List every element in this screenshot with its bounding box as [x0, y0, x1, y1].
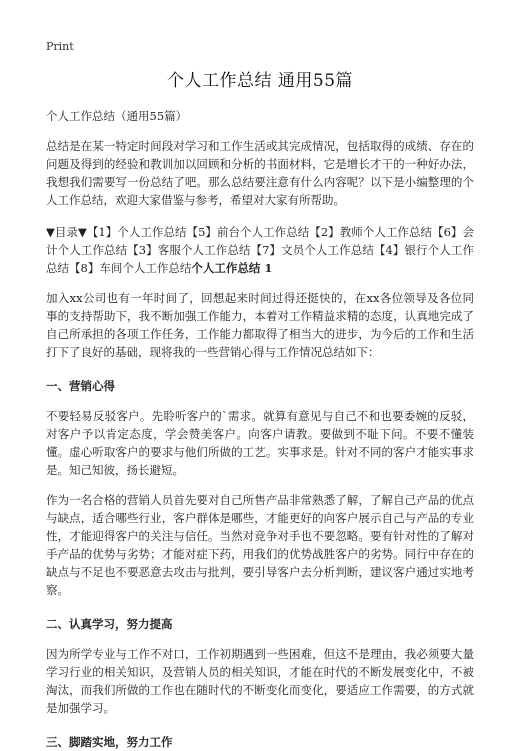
toc-link[interactable]: 【4】银行个人工作总结: [46, 243, 474, 275]
toc-link[interactable]: 【3】客服个人工作总结: [127, 243, 251, 257]
section-paragraph: 不要轻易反驳客户。先聆听客户的`需求。就算有意见与自己不和也要委婉的反驳，对客户予以肯定态度，学会赞美客户。向客户请教。要做到不耻下问。不要不懂装懂。虚心听取客户的要求与他们所做的工艺。实事求是。针对不同的客户才能实事求是。知己知彼，扬长避短。: [46, 409, 474, 477]
section-heading: 一、营销心得: [46, 379, 115, 393]
toc-prefix: ▼目录▼: [46, 225, 87, 239]
opening-paragraph: 加入xx公司也有一年时间了，回想起来时间过得还挺快的，在xx各位领导及各位同事的支持帮助下，我不断加强工作能力，本着对工作精益求精的态度，认真地完成了自己所承担的各项工作任务，工作能力都取得了相当大的进步，为今后的工作和生活打下了良好的基础，现将我的一些营销心得与工作情况总结如下：: [46, 291, 474, 359]
print-link[interactable]: Print: [46, 40, 74, 53]
toc-link[interactable]: 【5】前台个人工作总结: [186, 225, 310, 239]
toc-link[interactable]: 【7】文员个人工作总结: [250, 243, 374, 257]
document-title: 个人工作总结 通用55篇: [166, 71, 354, 91]
section-heading: 三、脚踏实地，努力工作: [46, 735, 173, 749]
intro-paragraph: 总结是在某一特定时间段对学习和工作生活或其完成情况，包括取得的成绩、存在的问题及得到的经验和教训加以回顾和分析的书面材料，它是增长才干的一种好办法，我想我们需要写一份总结了吧。那么总结要注意有什么内容呢？以下是小编整理的个人工作总结，欢迎大家借鉴与参考，希望对大家有所帮助。: [46, 139, 474, 207]
section-heading: 二、认真学习，努力提高: [46, 617, 173, 631]
toc-link[interactable]: 【8】车间个人工作总结: [69, 261, 192, 275]
toc-link[interactable]: 【1】个人工作总结: [86, 225, 187, 239]
toc-link[interactable]: 【6】会计个人工作总结: [46, 225, 474, 257]
toc-link[interactable]: 【2】教师个人工作总结: [309, 225, 433, 239]
toc-current-heading: 个人工作总结 1: [191, 261, 273, 275]
section-paragraph: 因为所学专业与工作不对口，工作初期遇到一些困难，但这不是理由，我必须要大量学习行业的相关知识，及营销人员的相关知识，才能在时代的不断发展变化中，不被淘汰，而我们所做的工作也在随时代的不断变化而变化，要适应工作需要，的方式就是加强学习。: [46, 647, 474, 715]
document-subtitle: 个人工作总结（通用55篇）: [46, 109, 188, 123]
section-paragraph: 作为一名合格的营销人员首先要对自己所售产品非常熟悉了解，了解自己产品的优点与缺点，适合哪些行业，客户群体是哪些，才能更好的向客户展示自己与产品的专业性，才能迎得客户的关注与信任。当然对竞争对手也不要忽略。要有针对性的了解对手产品的优势与劣势；才能对症下药，用我们的优势战胜客户的劣势。同行中存在的缺点与不足也不要恶意去攻击与批判，要引导客户去分析判断，建议客户通过实地考察。: [46, 493, 474, 597]
table-of-contents: [46, 223, 474, 277]
